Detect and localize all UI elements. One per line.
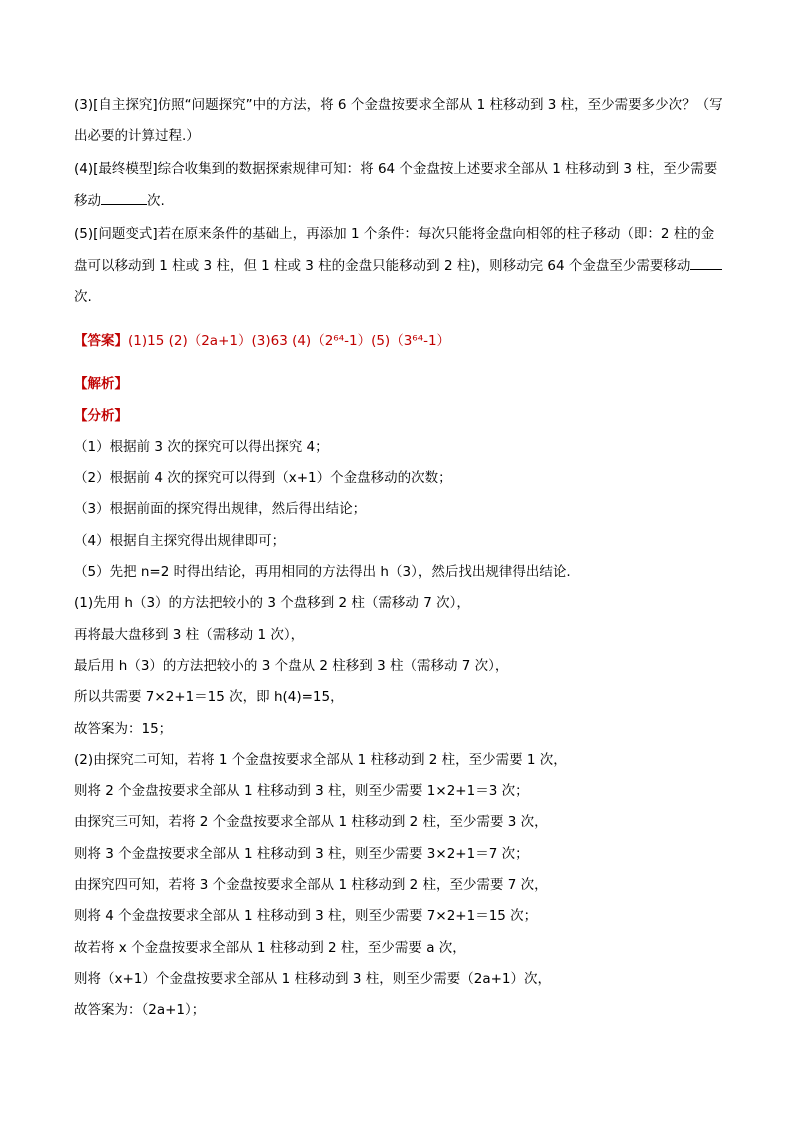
question-4-line-1: (4)[最终模型]综合收集到的数据探索规律可知：将 64 个金盘按上述要求全部从 1 柱移动到 3 柱，至少需要 [74, 161, 718, 177]
explanation-section [74, 369, 724, 1026]
answer-blank-q5[interactable] [690, 255, 722, 270]
solution-line: 则将 3 个金盘按要求全部从 1 柱移动到 3 柱，则至少需要 3×2+1＝7 次； [74, 845, 529, 862]
question-5-line-2-text: 盘可以移动到 1 柱或 3 柱，但 1 柱或 3 柱的金盘只能移动到 2 柱)，则移动完 64 个金盘至少需要移动 [74, 258, 691, 274]
question-3-line-2: 出必要的计算过程.） [74, 128, 200, 144]
solution-line: (1)先用 h（3）的方法把较小的 3 个盘移到 2 柱（需移动 7 次）， [74, 595, 470, 612]
answer-blank-q4[interactable] [101, 190, 147, 205]
analysis-item: （3）根据前面的探究得出规律，然后得出结论； [74, 501, 367, 518]
solution-line: 故若将 x 个金盘按要求全部从 1 柱移动到 2 柱，至少需要 a 次， [74, 939, 466, 956]
analysis-item: （2）根据前 4 次的探究可以得到（x+1）个金盘移动的次数； [74, 470, 452, 487]
fenxi-label: 【分析】 [74, 407, 128, 424]
solution-line: 由探究三可知，若将 2 个金盘按要求全部从 1 柱移动到 2 柱，至少需要 3 次， [74, 814, 548, 831]
question-5-line-1: (5)[问题变式]若在原来条件的基础上，再添加 1 个条件：每次只能将金盘向相邻的柱子移动（即：2 柱的金 [74, 226, 715, 242]
question-5 [74, 224, 724, 308]
analysis-item: （1）根据前 3 次的探究可以得出探究 4； [74, 438, 329, 455]
question-4-line-2 [74, 190, 724, 212]
solution-line: 故答案为：15； [74, 720, 173, 737]
solution-line: 所以共需要 7×2+1＝15 次，即 h(4)=15， [74, 689, 344, 706]
question-4-move-text: 移动 [74, 193, 101, 209]
solution-line: 则将 2 个金盘按要求全部从 1 柱移动到 3 柱，则至少需要 1×2+1＝3 次； [74, 783, 529, 800]
answer-label: 【答案】 [74, 333, 128, 349]
solution-line: 则将 4 个金盘按要求全部从 1 柱移动到 3 柱，则至少需要 7×2+1＝15 次； [74, 908, 538, 925]
solution-line: 由探究四可知，若将 3 个金盘按要求全部从 1 柱移动到 2 柱，至少需要 7 次， [74, 877, 548, 894]
answer-section [74, 326, 724, 357]
solution-line: 最后用 h（3）的方法把较小的 3 个盘从 2 柱移到 3 柱（需移动 7 次）， [74, 657, 509, 674]
question-5-line-2 [74, 255, 724, 277]
question-4 [74, 159, 724, 212]
solution-line: 则将（x+1）个金盘按要求全部从 1 柱移动到 3 柱，则至少需要（2a+1）次， [74, 970, 551, 987]
question-3-line-1: (3)[自主探究]仿照“问题探究”中的方法，将 6 个金盘按要求全部从 1 柱移动到 3 柱，至少需要多少次？（写 [74, 97, 723, 113]
solution-line: 故答案为：（2a+1）； [74, 1002, 206, 1019]
question-4-times-text: 次. [147, 193, 165, 209]
analysis-item: （5）先把 n=2 时得出结论，再用相同的方法得出 h（3），然后找出规律得出结论. [74, 564, 571, 581]
document-page [74, 95, 724, 1027]
answer-line [74, 326, 724, 357]
jiexi-label: 【解析】 [74, 376, 128, 393]
solution-line: 再将最大盘移到 3 柱（需移动 1 次）， [74, 626, 305, 643]
solution-line: (2)由探究二可知，若将 1 个金盘按要求全部从 1 柱移动到 2 柱，至少需要 1 次， [74, 751, 567, 768]
question-3 [74, 95, 724, 147]
analysis-item: （4）根据自主探究得出规律即可； [74, 532, 286, 549]
answer-text: (1)15 (2)（2a+1）(3)63 (4)（2⁶⁴-1）(5)（3⁶⁴-1） [128, 333, 451, 349]
question-5-line-3: 次. [74, 289, 92, 305]
